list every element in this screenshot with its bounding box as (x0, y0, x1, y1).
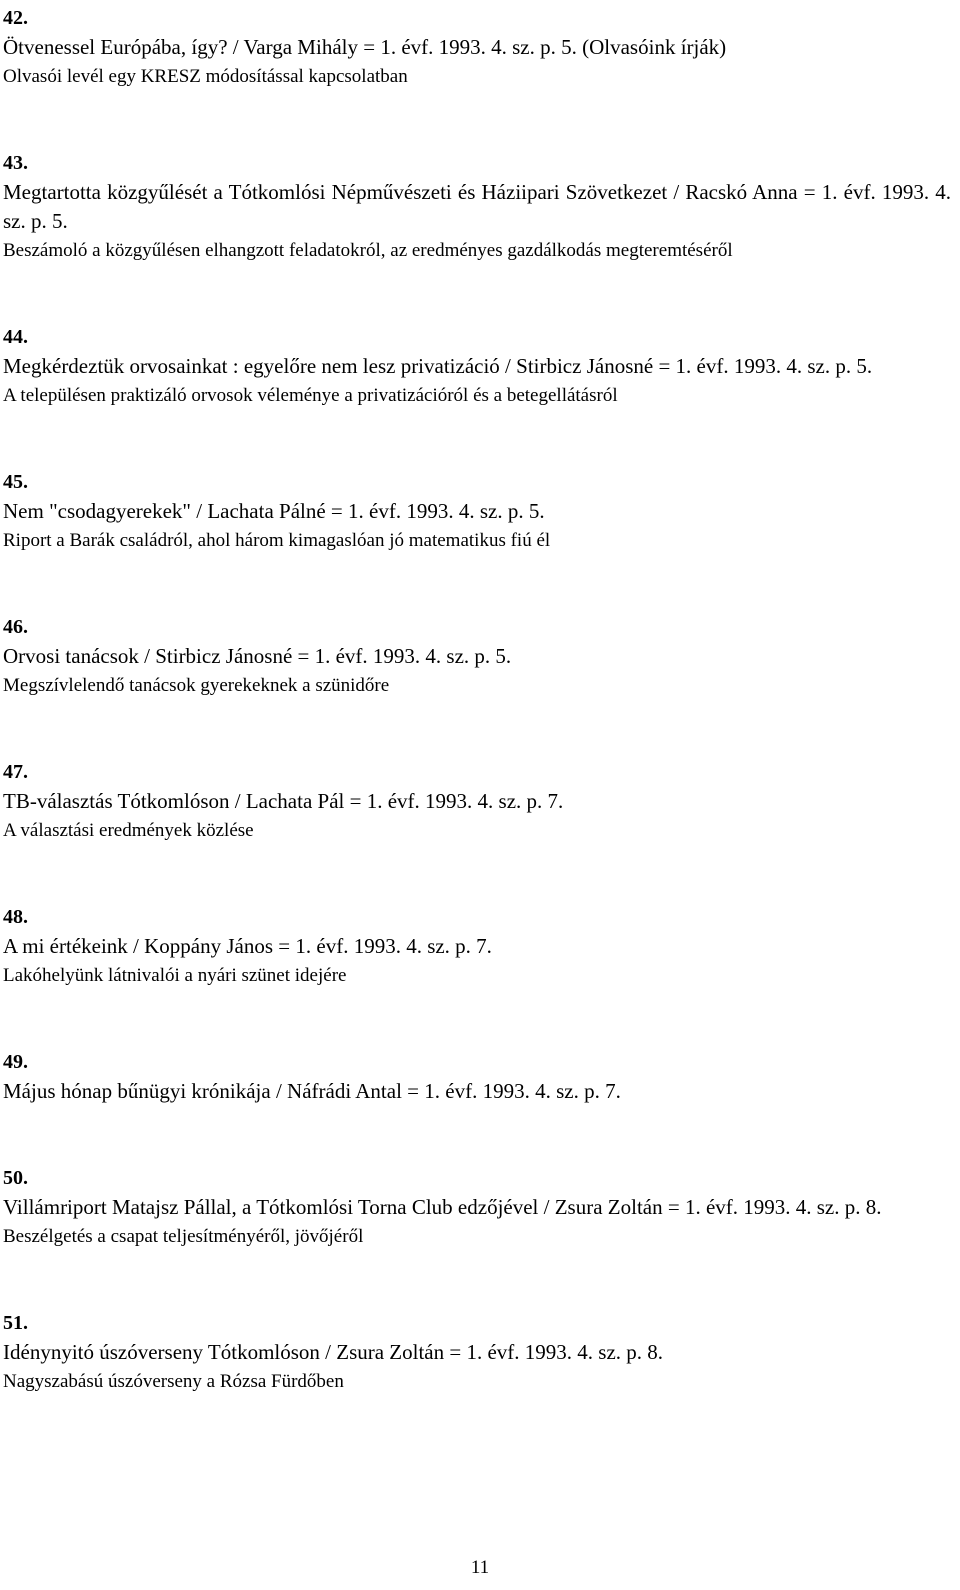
entry-number: 42. (3, 7, 28, 29)
entry-description: Riport a Barák családról, ahol három kimagaslóan jó matematikus fiú él (3, 530, 551, 551)
entry-description: Megszívlelendő tanácsok gyerekeknek a szünidőre (3, 675, 390, 696)
entry-description: Olvasói levél egy KRESZ módosítással kapcsolatban (3, 66, 408, 87)
entry-49 (3, 1048, 951, 1106)
entry-42 (3, 4, 951, 91)
entry-title: Idénynyitó úszóverseny Tótkomlóson / Zsura Zoltán = 1. évf. 1993. 4. sz. p. 8. (3, 1340, 664, 1364)
bibliography-list (3, 4, 951, 1396)
entry-number: 47. (3, 761, 28, 783)
entry-title: Megkérdeztük orvosainkat : egyelőre nem lesz privatizáció / Stirbicz Jánosné = 1. évf. 1993. 4. sz. p. 5. (3, 354, 873, 378)
entry-45 (3, 468, 951, 555)
entry-title: Ötvenessel Európába, így? / Varga Mihály = 1. évf. 1993. 4. sz. p. 5. (Olvasóink írják) (3, 35, 727, 59)
entry-number: 44. (3, 326, 28, 348)
entry-number: 51. (3, 1312, 28, 1334)
entry-number: 48. (3, 906, 28, 928)
entry-number: 43. (3, 152, 28, 174)
entry-50 (3, 1164, 951, 1251)
entry-description: A településen praktizáló orvosok véleménye a privatizációról és a betegellátásról (3, 385, 618, 406)
entry-47 (3, 758, 951, 845)
entry-description: Lakóhelyünk látnivalói a nyári szünet idejére (3, 965, 347, 986)
entry-number: 50. (3, 1167, 28, 1189)
entry-description: Beszámoló a közgyűlésen elhangzott feladatokról, az eredményes gazdálkodás megteremtéséről (3, 240, 733, 261)
entry-title: TB-választás Tótkomlóson / Lachata Pál = 1. évf. 1993. 4. sz. p. 7. (3, 789, 564, 813)
entry-number: 49. (3, 1051, 28, 1073)
entry-43 (3, 149, 951, 265)
entry-title: Május hónap bűnügyi krónikája / Náfrádi Antal = 1. évf. 1993. 4. sz. p. 7. (3, 1079, 621, 1103)
entry-description: A választási eredmények közlése (3, 820, 254, 841)
entry-description: Beszélgetés a csapat teljesítményéről, jövőjéről (3, 1226, 364, 1247)
page-number: 11 (470, 1557, 490, 1578)
entry-46 (3, 613, 951, 700)
entry-number: 45. (3, 471, 28, 493)
entry-title: Megtartotta közgyűlését a Tótkomlósi Népművészeti és Háziipari Szövetkezet / Racskó Anna = 1. évf. 1993. 4. sz. p. 5. (3, 180, 951, 233)
entry-number: 46. (3, 616, 28, 638)
entry-title: Villámriport Matajsz Pállal, a Tótkomlósi Torna Club edzőjével / Zsura Zoltán = 1. évf. 1993. 4. sz. p. 8. (3, 1195, 882, 1219)
entry-title: Orvosi tanácsok / Stirbicz Jánosné = 1. évf. 1993. 4. sz. p. 5. (3, 644, 512, 668)
entry-48 (3, 903, 951, 990)
entry-44 (3, 323, 951, 410)
entry-51 (3, 1309, 951, 1396)
entry-title: Nem "csodagyerekek" / Lachata Pálné = 1. évf. 1993. 4. sz. p. 5. (3, 499, 545, 523)
entry-title: A mi értékeink / Koppány János = 1. évf. 1993. 4. sz. p. 7. (3, 934, 492, 958)
entry-description: Nagyszabású úszóverseny a Rózsa Fürdőben (3, 1371, 344, 1392)
